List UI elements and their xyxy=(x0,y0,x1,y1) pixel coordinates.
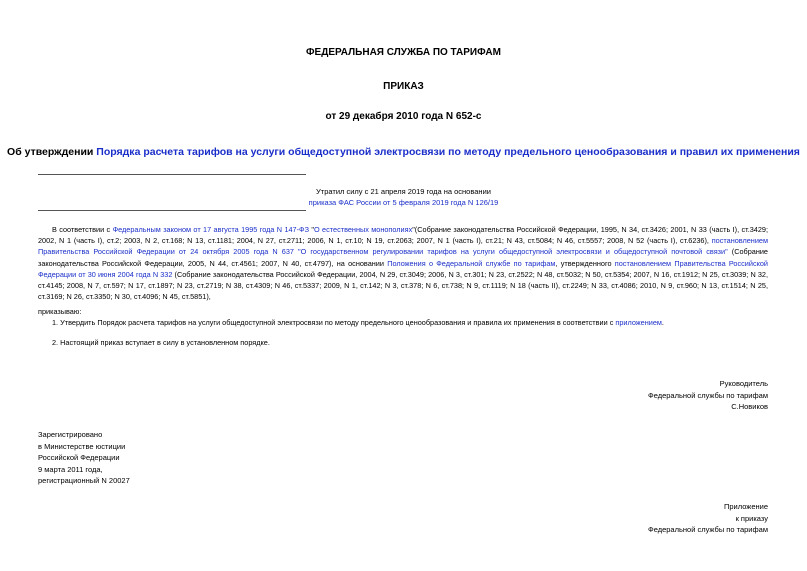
document-type-heading: ПРИКАЗ xyxy=(383,81,424,92)
law-147-link[interactable]: Федеральным законом от 17 августа 1995 года N 147-ФЗ xyxy=(112,225,310,234)
signature-block xyxy=(648,378,768,413)
resolution-332-link[interactable]: постановлением Правительства Российской Федерации от 30 июня 2004 года N 332 xyxy=(38,258,768,279)
order-item-1 xyxy=(52,317,768,328)
signature-name: С.Новиков xyxy=(731,402,768,411)
order-item-2: 2. Настоящий приказ вступает в силу в установленном порядке. xyxy=(52,338,270,347)
fts-regulation-link[interactable]: Положения о Федеральной службе по тарифам xyxy=(387,258,556,268)
order-item-1-end: . xyxy=(661,318,664,327)
appendix-link[interactable]: приложением xyxy=(615,318,662,327)
preamble-paragraph xyxy=(38,224,768,302)
signature-position: Руководитель xyxy=(719,379,768,388)
preamble-text: (Собрание законодательства Российской Федерации, 2005, N 44, ст.4561; 2007, N 40, ст.4797), на основании xyxy=(38,247,768,268)
appendix-order-ref: к приказу xyxy=(735,513,768,523)
registration-line: Зарегистрировано xyxy=(38,430,103,439)
natural-monopolies-link[interactable]: О естественных монополиях xyxy=(314,225,413,234)
registration-line: в Министерстве юстиции xyxy=(38,441,126,451)
registration-line: Российской Федерации xyxy=(38,453,120,462)
appendix-label: Приложение xyxy=(724,502,768,511)
preamble-text: (Собрание законодательства Российской Федерации, 2004, N 29, ст.3049; 2006, N 3, ст.301; N 23, ст.2522; N 48, ст.5032; N 50, ст.5354; 2007, N 16, ст.1912; N 25, ст.3039; N 32, ст.4145; 2008, N 7, ст.597; N 17, ст.1897; N 23, ст.2719; N 38, ст.4309; N 46, ст.5337; 2009, N 1, ст.142; N 3, ст.378; N 6, ст.738; N 9, ст.1119; N 18 (часть II), ст.2249; N 33, ст.4086; 2010, N 9, ст.960; N 13, ст.1514; N 25, ст.3169; N 26, ст.3350; N 30, ст.4096; N 45, ст.5851), xyxy=(38,269,768,302)
status-note xyxy=(0,186,807,208)
appendix-organization: Федеральной службы по тарифам xyxy=(648,525,768,534)
status-note-text: Утратил силу с 21 апреля 2019 года на основании xyxy=(316,187,491,196)
divider-top xyxy=(38,174,306,175)
signature-organization: Федеральной службы по тарифам xyxy=(648,390,768,400)
document-date-number: от 29 декабря 2010 года N 652-с xyxy=(325,111,482,122)
preamble-text: В соответствии с xyxy=(52,225,113,234)
status-note-link[interactable]: приказа ФАС России от 5 февраля 2019 года N 126/19 xyxy=(308,198,499,207)
registration-line: регистрационный N 20027 xyxy=(38,476,130,485)
registration-block xyxy=(38,429,130,487)
registration-line: 9 марта 2011 года, xyxy=(38,464,103,474)
preamble-text: " xyxy=(309,225,314,234)
resolution-637-link[interactable]: постановлением Правительства Российской Федерации от 24 октября 2005 года N 637 "О государственном регулировании тарифов на услуги общедоступной электросвязи и общедоступной почтовой связи" xyxy=(38,236,768,257)
title-link[interactable]: Порядка расчета тарифов на услуги общедоступной электросвязи по методу предельного ценообразования и правил их применения xyxy=(96,146,800,158)
order-item-1-text: 1. Утвердить Порядок расчета тарифов на услуги общедоступной электросвязи по методу предельного ценообразования и правила их применения в соответствии с xyxy=(52,318,616,327)
divider-bottom xyxy=(38,210,306,211)
decree-word: приказываю: xyxy=(38,307,82,316)
preamble-text: "(Собрание законодательства Российской Федерации, 1995, N 34, ст.3426; 2001, N 33 (часть I), ст.3429; 2002, N 1 (часть I), ст.2; 2003, N 2, ст.168; N 13, ст.1181; 2004, N 27, ст.2711; 2006, N 1, ст.10; N 19, ст.2063; 2007, N 1 (часть I), ст.21; N 43, ст.5084; N 46, ст.5557; 2008, N 52 (часть I), ст.6236), xyxy=(38,225,768,246)
appendix-block xyxy=(648,501,768,536)
document-title xyxy=(0,146,807,158)
preamble-text: , утвержденного xyxy=(555,258,615,268)
agency-heading: ФЕДЕРАЛЬНАЯ СЛУЖБА ПО ТАРИФАМ xyxy=(306,47,501,58)
title-prefix: Об утверждении xyxy=(7,146,97,158)
